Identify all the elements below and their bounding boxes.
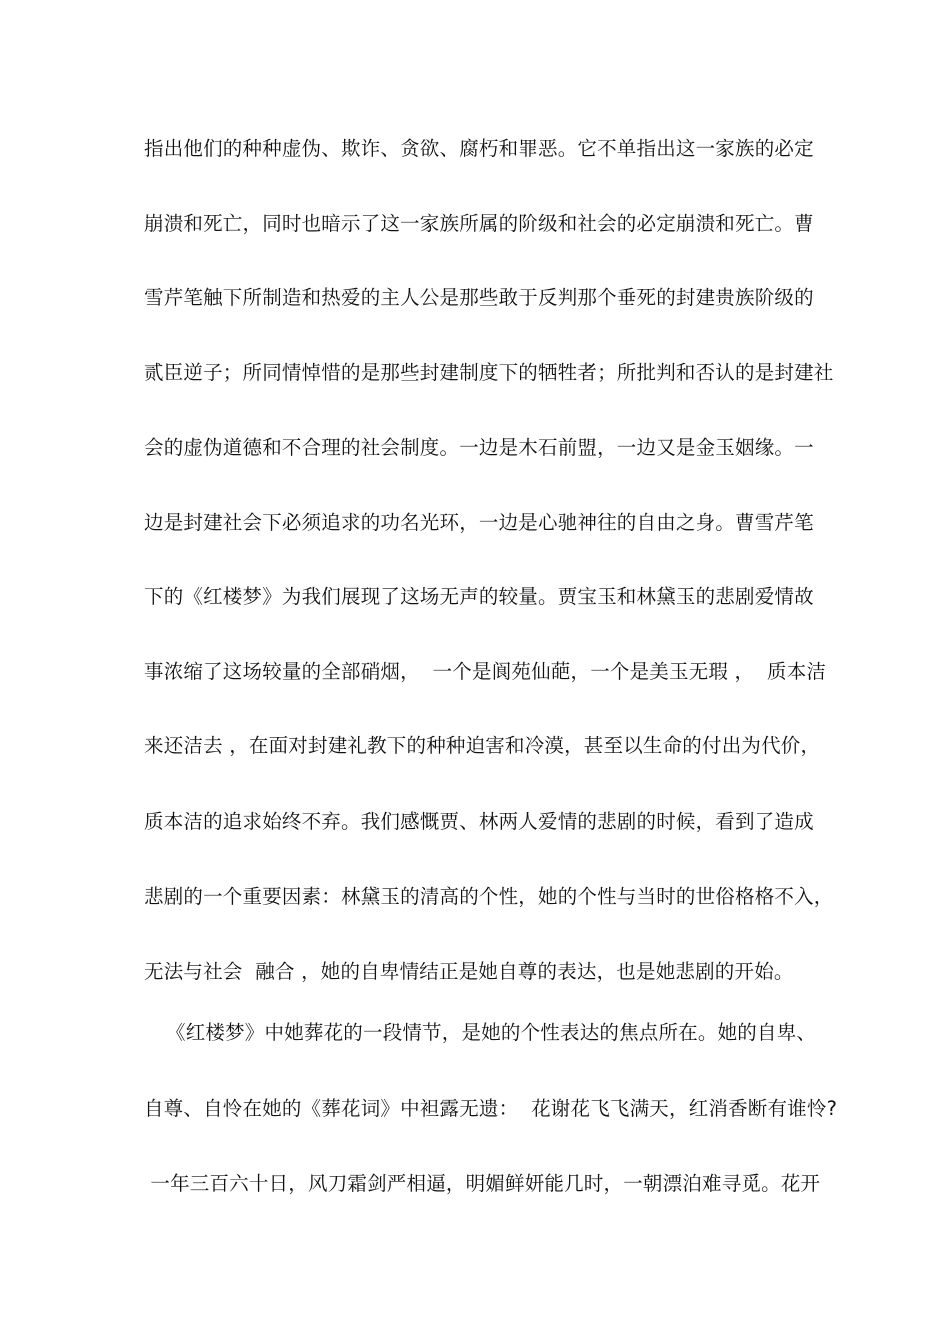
text-line: 指出他们的种种虚伪、欺诈、贪欲、腐朽和罪恶。它不单指出这一家族的必定 <box>144 137 814 160</box>
text-line: 事浓缩了这场较量的全部硝烟， 一个是阆苑仙葩，一个是美玉无瑕 ， 质本洁 <box>144 660 827 683</box>
paragraph-first-line: 《红楼梦》中她葬花的一段情节，是她的个性表达的焦点所在。她的自卑、 <box>166 1021 817 1044</box>
text-line: 质本洁的追求始终不弃。我们感慨贾、林两人爱情的悲剧的时候，看到了造成 <box>144 810 814 833</box>
text-line: 自尊、自怜在她的《葬花词》中袒露无遗： 花谢花飞飞满天，红消香断有谁怜? <box>144 1097 838 1120</box>
text-line: 一年三百六十日，风刀霜剑严相逼，明媚鲜妍能几时，一朝漂泊难寻觅。花开 <box>144 1172 821 1195</box>
text-line: 悲剧的一个重要因素：林黛玉的清高的个性，她的个性与当时的世俗格格不入， <box>144 885 834 908</box>
text-line: 雪芹笔触下所制造和热爱的主人公是那些敢于反判那个垂死的封建贵族阶级的 <box>144 286 814 309</box>
text-line: 贰臣逆子；所同情悼惜的是那些封建制度下的牺牲者；所批判和否认的是封建社 <box>144 361 834 384</box>
text-line: 下的《红楼梦》为我们展现了这场无声的较量。贾宝玉和林黛玉的悲剧爱情故 <box>144 585 814 608</box>
text-line: 会的虚伪道德和不合理的社会制度。一边是木石前盟，一边又是金玉姻缘。一 <box>144 436 814 459</box>
text-line: 无法与社会 融合 ，她的自卑情结正是她自尊的表达，也是她悲剧的开始。 <box>144 960 794 983</box>
text-line: 来还洁去 ，在面对封建礼教下的种种迫害和冷漠，甚至以生命的付出为代价， <box>144 734 821 757</box>
text-line: 崩溃和死亡，同时也暗示了这一家族所属的阶级和社会的必定崩溃和死亡。曹 <box>144 212 814 235</box>
text-line: 边是封建社会下必须追求的功名光环，一边是心驰神往的自由之身。曹雪芹笔 <box>144 511 814 534</box>
